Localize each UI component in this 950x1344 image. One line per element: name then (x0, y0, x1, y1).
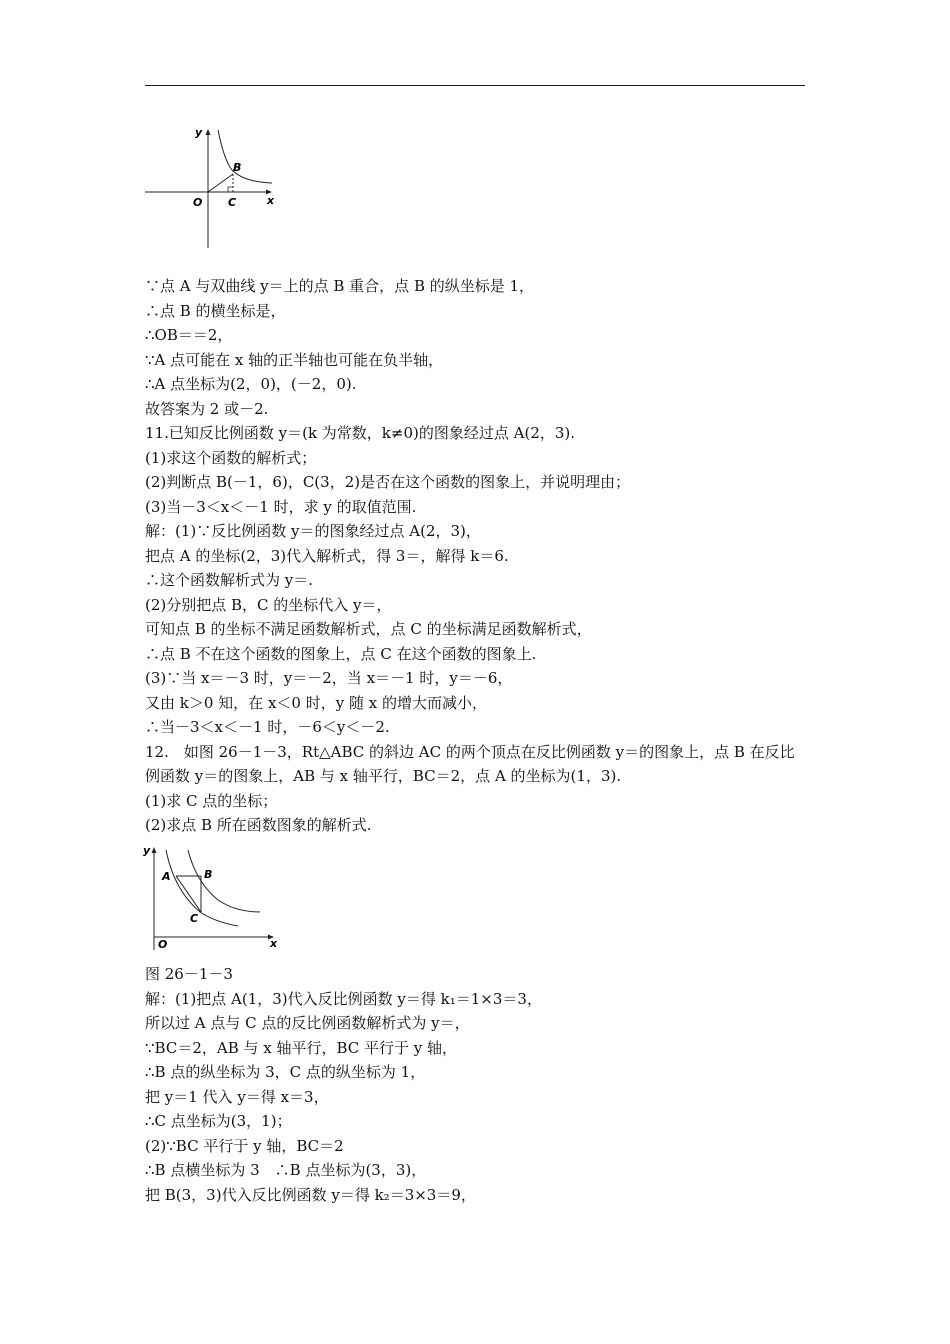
y-axis-arrow (152, 847, 157, 853)
text-line: (2)分别把点 B，C 的坐标代入 y＝， (145, 595, 392, 614)
point-b-label: B (233, 161, 242, 174)
text-block-2 (145, 962, 815, 1207)
text-line: ∵A 点可能在 x 轴的正半轴也可能在负半轴， (145, 350, 444, 369)
y-label: y (195, 126, 203, 139)
point-c-label: C (228, 196, 237, 209)
text-line: ∴当－3＜x＜－1 时，－6＜y＜－2. (145, 718, 390, 736)
text-line: (1)求 C 点的坐标； (145, 791, 278, 810)
origin-label: O (193, 196, 203, 209)
text-line: 所以过 A 点与 C 点的反比例函数解析式为 y＝， (145, 1014, 470, 1032)
text-line: 可知点 B 的坐标不满足函数解析式，点 C 的坐标满足函数解析式， (145, 620, 592, 638)
text-line: 把 y＝1 代入 y＝得 x＝3， (145, 1087, 329, 1106)
text-line: (3)当－3＜x＜－1 时，求 y 的取值范围. (145, 497, 417, 516)
outer-hyperbola (188, 850, 260, 912)
point-a-label: A (162, 870, 171, 883)
text-line: 把点 A 的坐标(2，3)代入解析式，得 3＝，解得 k＝6. (145, 546, 509, 565)
text-line: (2)求点 B 所在函数图象的解析式. (145, 816, 372, 834)
right-angle-mark (228, 187, 233, 192)
y-axis-arrow (206, 129, 211, 135)
text-line: (2)∵BC 平行于 y 轴，BC＝2 (145, 1136, 344, 1155)
origin-label: O (158, 938, 168, 951)
text-line: (1)求这个函数的解析式； (145, 448, 317, 467)
text-block-1 (145, 274, 815, 838)
text-line: ∴B 点的纵坐标为 3，C 点的纵坐标为 1， (145, 1063, 426, 1081)
hyperbola-figure (140, 120, 290, 255)
text-line: 11.已知反比例函数 y＝(k 为常数，k≠0)的图象经过点 A(2，3). (145, 424, 576, 442)
header-rule (145, 85, 805, 86)
text-line: ∴OB＝＝2， (145, 326, 233, 344)
text-line: ∵BC＝2，AB 与 x 轴平行，BC 平行于 y 轴， (145, 1038, 458, 1057)
text-line: 12. 如图 26－1－3，Rt△ABC 的斜边 AC 的两个顶点在反比例函数 y＝的图象上，点 B 在反比 (145, 742, 795, 761)
text-line: (2)判断点 B(－1，6)，C(3，2)是否在这个函数的图象上，并说明理由； (145, 473, 631, 491)
hyperbola-curve (218, 130, 272, 183)
text-line: 又由 k＞0 知，在 x＜0 时，y 随 x 的增大而减小， (145, 693, 487, 712)
text-line: 解：(1)把点 A(1，3)代入反比例函数 y＝得 k₁＝1×3＝3， (145, 989, 542, 1008)
x-label: x (267, 194, 275, 207)
text-line: ∴点 B 的横坐标是， (145, 301, 286, 320)
text-line: (3)∵当 x＝－3 时，y＝－2，当 x＝－1 时，y＝－6， (145, 669, 513, 687)
text-line: ∴点 B 不在这个函数的图象上，点 C 在这个函数的图象上. (145, 644, 537, 663)
x-label: x (270, 937, 278, 950)
segment-ob (208, 174, 233, 192)
point-b-label: B (204, 868, 213, 881)
text-line: ∴A 点坐标为(2，0)，(－2，0). (145, 375, 357, 393)
text-line: 把 B(3，3)代入反比例函数 y＝得 k₂＝3×3＝9， (145, 1185, 476, 1204)
text-line: 例函数 y＝的图象上，AB 与 x 轴平行，BC＝2，点 A 的坐标为(1，3). (145, 767, 622, 785)
text-line: ∴C 点坐标为(3，1)； (145, 1112, 292, 1130)
figure-caption: 图 26－1－3 (145, 965, 233, 983)
text-line: 故答案为 2 或－2. (145, 399, 269, 418)
text-line: 解：(1)∵反比例函数 y＝的图象经过点 A(2，3)， (145, 522, 481, 540)
y-label: y (143, 844, 151, 857)
triangle-hyperbola-figure (140, 842, 290, 954)
text-line: ∴B 点横坐标为 3 ∴B 点坐标为(3，3)， (145, 1161, 427, 1179)
point-c-label: C (190, 912, 199, 925)
segment-ac (176, 876, 201, 912)
inner-hyperbola (166, 850, 238, 926)
text-line: ∴这个函数解析式为 y＝. (145, 571, 314, 589)
text-line: ∵点 A 与双曲线 y＝上的点 B 重合，点 B 的纵坐标是 1， (145, 277, 535, 295)
